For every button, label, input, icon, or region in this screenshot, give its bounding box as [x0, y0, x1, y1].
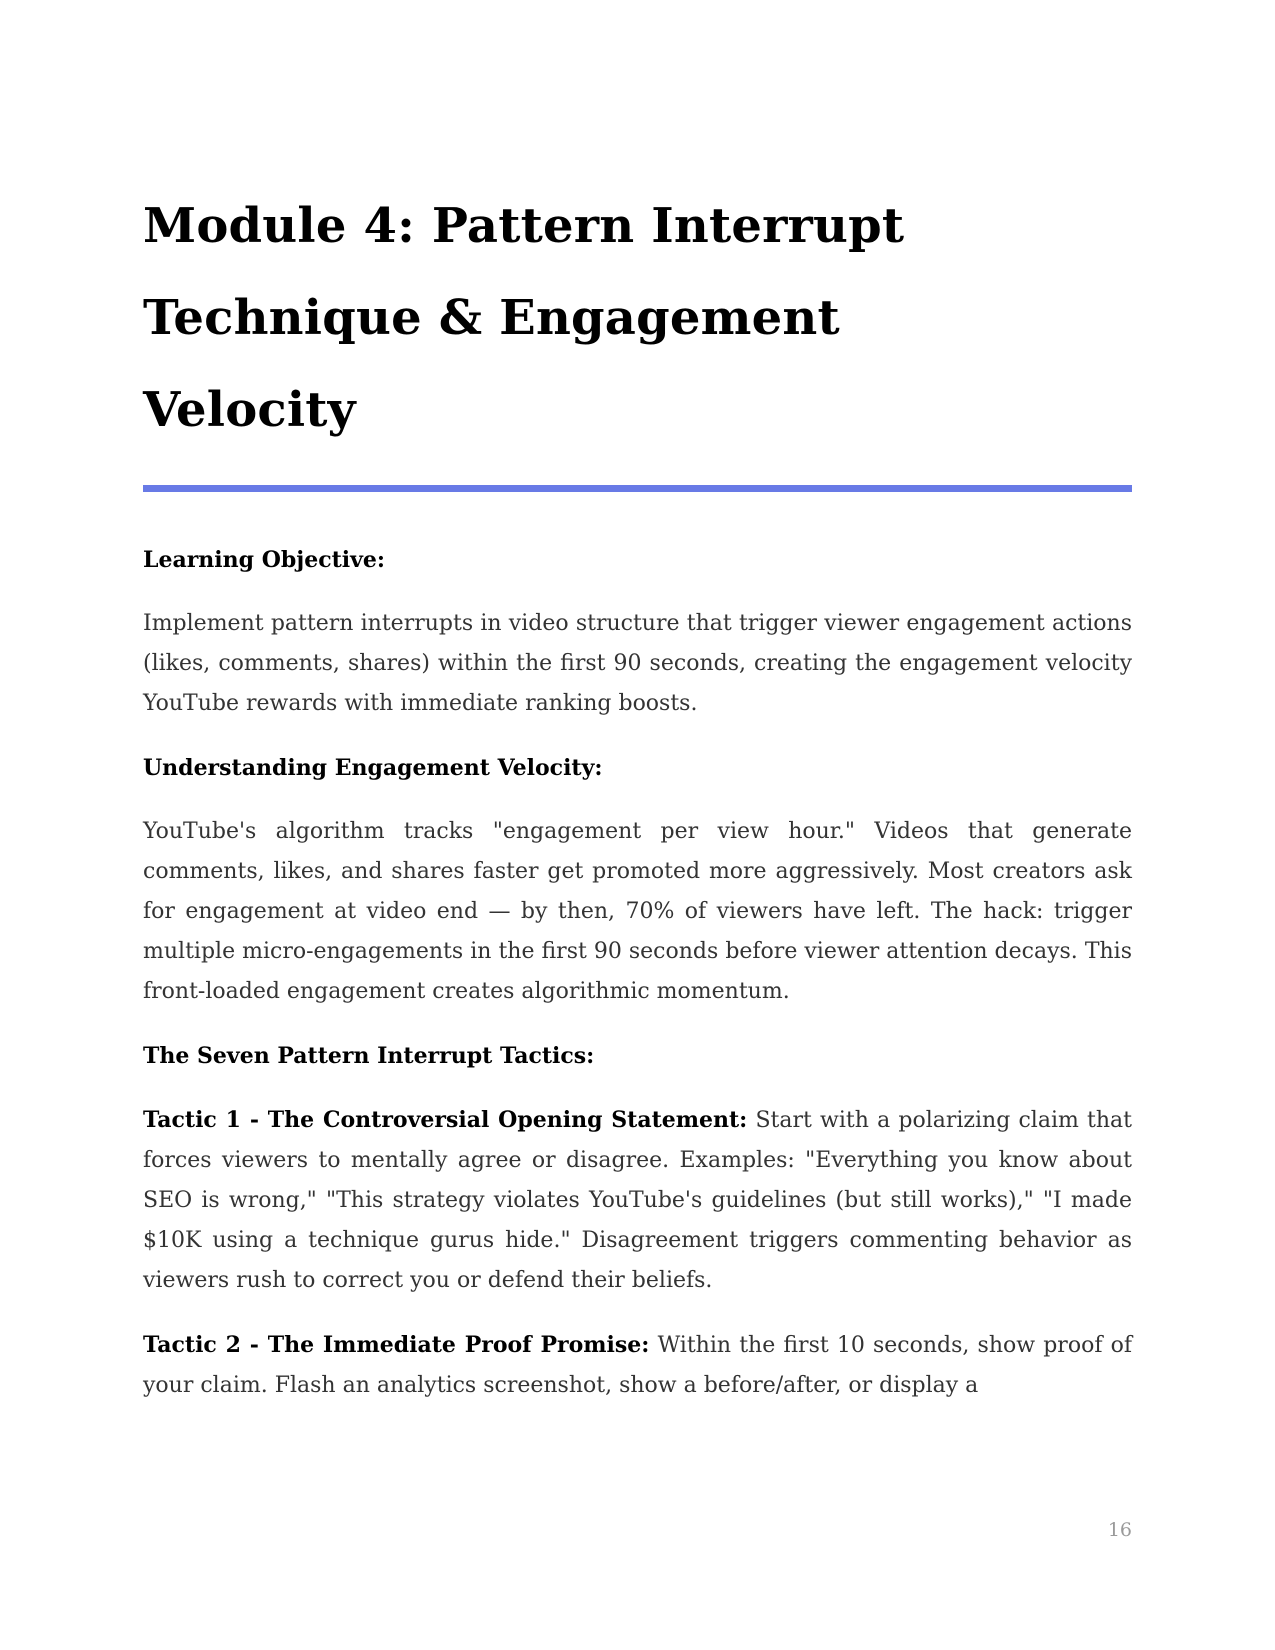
paragraph-tactic-1: [143, 1100, 1132, 1301]
paragraph-engagement-velocity: YouTube's algorithm tracks "engagement per view hour." Videos that generate comments, likes, and shares faster get promoted more aggressively. Most creators ask for engagement at video end — by then, 70% of viewers have left. The hack: trigger multiple micro-engagements in the first 90 seconds before viewer attention decays. This front-loaded engagement creates algorithmic momentum.: [143, 819, 1132, 1004]
title-divider-rule: [143, 485, 1132, 492]
section-heading-seven-pattern-interrupt-tactics: The Seven Pattern Interrupt Tactics:: [143, 1043, 595, 1069]
tactic-1-body: Start with a polarizing claim that forces viewers to mentally agree or disagree. Examples: "Everything you know about SEO is wrong," "This strategy violates YouTube's guidelines (but still works)," "I made $10K using a technique gurus hide." Disagreement triggers commenting behavior as viewers rush to correct you or defend their beliefs.: [143, 1108, 1132, 1293]
tactic-2-body: Within the first 10 seconds, show proof of your claim. Flash an analytics screenshot, show a before/after, or display a: [143, 1333, 1132, 1398]
document-title: [143, 180, 1132, 456]
tactic-2-lead: Tactic 2 - The Immediate Proof Promise:: [143, 1332, 650, 1358]
paragraph-tactic-2: [143, 1325, 1132, 1406]
title-line-1: Module 4: Pattern Interrupt: [143, 198, 905, 254]
tactic-1-lead: Tactic 1 - The Controversial Opening Statement:: [143, 1107, 748, 1133]
title-line-3: Velocity: [143, 382, 356, 438]
title-line-2: Technique & Engagement: [143, 290, 840, 346]
paragraph-learning-objective: Implement pattern interrupts in video structure that trigger viewer engagement actions (likes, comments, shares) within the first 90 seconds, creating the engagement velocity YouTube rewards with immediate ranking boosts.: [143, 611, 1132, 716]
page-number: 16: [1107, 1519, 1132, 1541]
section-heading-understanding-engagement-velocity: Understanding Engagement Velocity:: [143, 755, 603, 781]
section-heading-learning-objective: Learning Objective:: [143, 547, 386, 573]
